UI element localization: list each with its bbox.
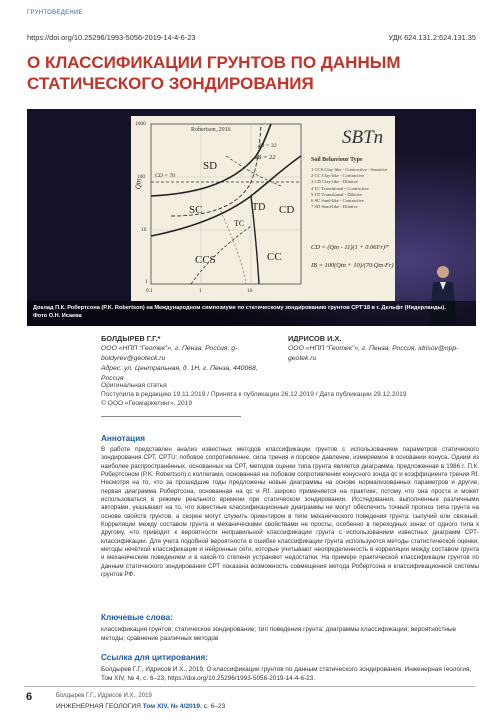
slide-title: SBTn <box>342 127 384 148</box>
article-dates: Поступила в редакцию 19.11.2019 / Принята к публикации 26.12.2019 / Дата публикации 29.12.2019 <box>101 391 407 399</box>
author-block-1 <box>101 334 271 384</box>
cd-label: CD = 70 <box>155 173 175 179</box>
author-affiliation: ООО «НПП “Геотек”», г. Пенза, Россия, g-boldyrev@geoteck.ru <box>101 345 238 362</box>
y-tick: 1000 <box>135 121 146 127</box>
ib-label-32: IB = 32 <box>259 143 277 149</box>
photo-caption <box>27 301 476 326</box>
article-title-line: СТАТИЧЕСКОГО ЗОНДИРОВАНИЯ <box>27 74 314 93</box>
journal-section-label: ГРУНТОВЕДЕНИЕ <box>27 10 83 16</box>
citation-text: Болдырев Г.Г., Идрисов И.Х., 2019. О классификации грунтов по данным статического зондирования. Инженерная геология, Том XIV, № 4, с. 6–23, https://doi.org/10.25296/1993-5056-2019-14-4-6-23. <box>101 666 472 682</box>
author-name: БОЛДЫРЕВ Г.Г.* <box>101 334 161 343</box>
x-tick: 10 <box>247 288 253 294</box>
formula-ib: IB = 100(Qtn + 10)/(70·Qtn·Fr) <box>311 262 394 269</box>
presentation-slide <box>131 116 395 301</box>
doi-link[interactable]: https://doi.org/10.25296/1993-5056-2019-14-4-6-23 <box>27 33 196 42</box>
copyright: © ООО «Геомаркетинг», 2019 <box>101 400 193 408</box>
abstract-heading: Аннотация <box>101 434 146 443</box>
journal-name: ИНЖЕНЕРНАЯ ГЕОЛОГИЯ <box>56 703 141 710</box>
chart-label-robertson: Robertson, 2016 <box>191 127 231 133</box>
zone-label-cc: CC <box>267 251 282 263</box>
article-type: Оригинальная статья <box>101 382 167 389</box>
ib-label-22: IB = 22 <box>255 154 276 161</box>
y-axis-label: Qtn <box>134 178 143 190</box>
caption-credit: Фото О.Н. Исаева <box>33 313 82 319</box>
divider <box>101 416 241 417</box>
footer-divider <box>24 686 476 687</box>
citation-heading: Ссылка для цитирования: <box>101 653 209 662</box>
article-title <box>27 52 467 94</box>
zone-label-tc: TC <box>234 219 245 228</box>
legend-item: 4 TC Transitional - Contractive <box>311 185 369 191</box>
article-title-line: О КЛАССИФИКАЦИИ ГРУНТОВ ПО ДАННЫМ <box>27 53 401 72</box>
author-name: ИДРИСОВ И.Х. <box>288 334 342 343</box>
legend-item: 6 SC Sand-like - Contractive <box>311 198 365 204</box>
journal-issue: Том XIV, № 4/2019 <box>142 703 201 710</box>
zone-label-ccs: CCS <box>195 254 216 266</box>
journal-pages: с. 6–23 <box>203 703 226 710</box>
footer-journal: ИНЖЕНЕРНАЯ ГЕОЛОГИЯ Том XIV, № 4/2019, с. 6–23 <box>56 703 226 710</box>
article-meta <box>101 381 407 409</box>
udk-code: УДК 624.131.2:624.131.35 <box>388 33 476 42</box>
author-address: Адрес: ул. Центральная, д. 1Н, г. Пенза, 440068, Россия <box>101 365 258 382</box>
legend-item: 3 CD Clay-like - Dilative <box>311 179 358 185</box>
y-tick: 100 <box>137 174 146 180</box>
conference-photo <box>27 109 476 326</box>
author-block-2 <box>288 334 483 364</box>
legend-item: 1 CCS Clay-like - Contractive - Sensitive <box>311 167 388 172</box>
caption-text: Доклад П.К. Робертсона (P.K. Robertson) на Международном симпозиуме по статическому зондированию грунтов CPT'18 в г. Дельфт (Нидерланды). <box>33 305 446 311</box>
zone-label-sc: SC <box>189 204 203 216</box>
x-tick: 0.1 <box>146 288 153 294</box>
footer-authors: Болдырев Г.Г., Идрисов И.Х., 2019 <box>56 693 152 699</box>
formula-cd: CD = (Qtn - 11)(1 + 0.06Fr)¹⁷ <box>311 244 390 251</box>
y-tick: 10 <box>141 227 147 233</box>
legend-item: 2 CC Clay-like - Contractive <box>311 173 365 179</box>
keywords-heading: Ключевые слова: <box>101 613 173 622</box>
x-tick: 1 <box>199 288 202 294</box>
y-tick: 1 <box>145 279 148 285</box>
abstract-text: В работе представлен анализ известных методов классификации грунтов с использованием параметров статического зондирования СРТ, CPTU: лобовое сопротивление, сила трения и поровое давление, измеряемое в основании конуса. Одним из наиболее распространённых, основанных на СРТ, методов оценки типа грунта является диаграмма, предложенная в 1986 г. П.К. Робертсоном (P.K. Robertson) с коллегами, основанная на лобовом сопротивлении конусного зонда qc и коэффициенте трения Rf. Несмотря на то, что за прошедшие годы предложены новые диаграммы на основе нормализованных параметров и другие, первая диаграмма Робертсона, основанная на qc и Rf, широко применяется на практике, потому что она проста и может использоваться в режиме реального времени при статическом зондировании. Исследования, выполненные различными авторами, указывают на то, что известные классификационные диаграммы не могут обеспечить точный прогноз типа грунта на основе свойств грунтов, а скорее могут служить ориентиром в типе механического поведения грунта: сыпучий или связный. Корреляции между составом грунта и механическими свойствами не просты, особенно в переходных зонах от одного типа к другому, что приводит к вероятности неправильной классификации грунта с использованием известных диаграмм СРТ-классификации. Для учета подобной вероятности в ошибке классификации грунта используются методы статистической оценки, методы нечёткой классификации и нейронные сети, которые учитывают неопределенность в корреляции между составом грунта и механическим поведением и в какой-то степени устраняют недостатки. На примере практической классификации грунтов по данным статического зондирования СРТ показана возможность совмещения метода Робертсона и классификационной системы грунтов РФ. <box>101 446 479 579</box>
keywords-text: классификация грунтов; статическое зондирование; тип поведения грунта; диаграммы классификации; вероятностные методы; сравнение различных методов <box>101 626 457 642</box>
page-number: 6 <box>26 691 33 703</box>
zone-label-sd: SD <box>203 160 218 172</box>
legend-item: 7 SD Sand-like - Dilative <box>311 204 358 210</box>
legend-list <box>311 167 387 210</box>
zone-label-cd: CD <box>279 204 295 216</box>
author-affiliation: ООО «НПП “Геотек”», г. Пенза, Россия, idrisov@npp-geotek.ru <box>288 345 459 362</box>
zone-label-td: TD <box>252 202 266 213</box>
legend-title: Soil Behaviour Type <box>311 157 363 163</box>
legend-item: 5 TD Transitional - Dilative <box>311 191 363 197</box>
